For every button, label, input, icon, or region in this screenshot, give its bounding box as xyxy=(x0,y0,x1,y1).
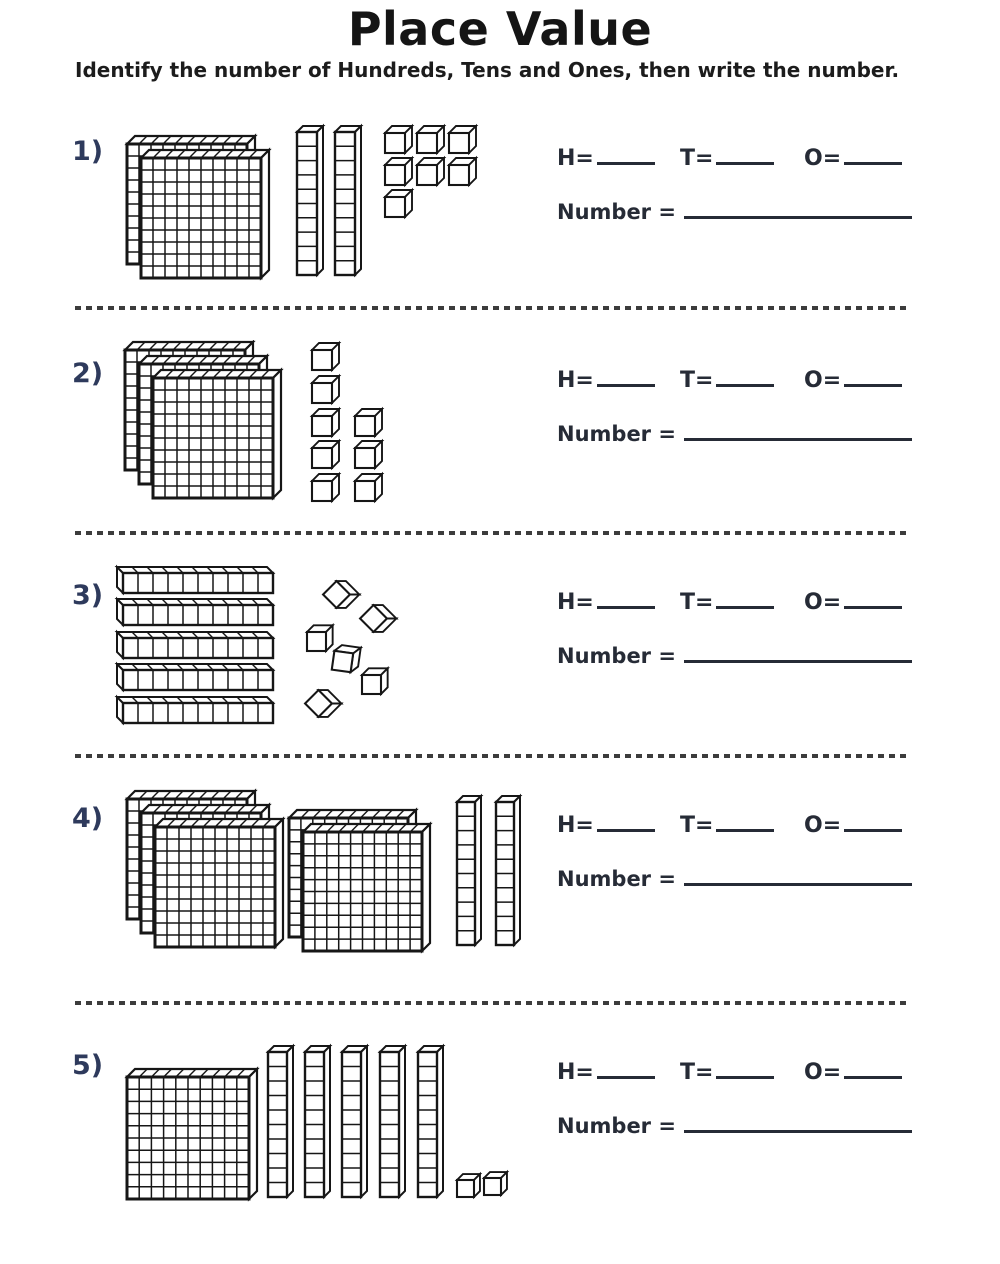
number-blank[interactable] xyxy=(684,196,912,219)
hundreds-answer-group xyxy=(557,586,655,615)
tens-answer-group xyxy=(680,1056,774,1085)
number-label: Number = xyxy=(557,200,676,224)
ones-answer-group xyxy=(804,586,902,615)
tens-blank[interactable] xyxy=(716,809,774,832)
tens-blank[interactable] xyxy=(716,142,774,165)
ones-blank[interactable] xyxy=(844,809,902,832)
tens-blank[interactable] xyxy=(716,586,774,609)
hundreds-answer-group xyxy=(557,1056,655,1085)
tens-blank[interactable] xyxy=(716,364,774,387)
ones-blank[interactable] xyxy=(844,586,902,609)
problem-number-label: 5) xyxy=(72,1050,104,1081)
instruction-text: Identify the number of Hundreds, Tens and Ones, then write the number. xyxy=(75,58,900,82)
number-blank[interactable] xyxy=(684,1110,912,1133)
hundreds-blank[interactable] xyxy=(597,809,655,832)
problem-row-1 xyxy=(0,118,1000,310)
hundreds-label: H= xyxy=(557,813,594,838)
problem-number-label: 4) xyxy=(72,803,104,834)
ones-answer-group xyxy=(804,1056,902,1085)
problem-number-label: 1) xyxy=(72,136,104,167)
hundreds-answer-group xyxy=(557,142,655,171)
number-answer-line xyxy=(557,640,912,668)
number-answer-line xyxy=(557,196,912,224)
problem-number-label: 3) xyxy=(72,580,104,611)
ones-answer-group xyxy=(804,364,902,393)
page-title: Place Value xyxy=(347,2,653,56)
hto-answer-line xyxy=(0,809,1000,839)
ones-label: O= xyxy=(804,146,842,171)
ones-label: O= xyxy=(804,813,842,838)
ones-blank[interactable] xyxy=(844,142,902,165)
hundreds-label: H= xyxy=(557,1060,594,1085)
number-blank[interactable] xyxy=(684,640,912,663)
number-blank[interactable] xyxy=(684,418,912,441)
tens-answer-group xyxy=(680,809,774,838)
problem-row-4 xyxy=(0,785,1000,977)
tens-blank[interactable] xyxy=(716,1056,774,1079)
number-blank[interactable] xyxy=(684,863,912,886)
number-label: Number = xyxy=(557,867,676,891)
number-answer-line xyxy=(557,863,912,891)
ones-blank[interactable] xyxy=(844,364,902,387)
ones-label: O= xyxy=(804,590,842,615)
number-label: Number = xyxy=(557,422,676,446)
ones-answer-group xyxy=(804,809,902,838)
number-answer-line xyxy=(557,1110,912,1138)
tens-label: T= xyxy=(680,813,714,838)
ones-answer-group xyxy=(804,142,902,171)
dashed-separator-1 xyxy=(75,306,908,310)
number-answer-line xyxy=(557,418,912,446)
hundreds-blank[interactable] xyxy=(597,586,655,609)
tens-answer-group xyxy=(680,364,774,393)
tens-label: T= xyxy=(680,146,714,171)
hundreds-label: H= xyxy=(557,590,594,615)
tens-label: T= xyxy=(680,1060,714,1085)
hundreds-blank[interactable] xyxy=(597,1056,655,1079)
dashed-separator-3 xyxy=(75,754,908,758)
tens-answer-group xyxy=(680,142,774,171)
dashed-separator-2 xyxy=(75,531,908,535)
tens-answer-group xyxy=(680,586,774,615)
tens-label: T= xyxy=(680,590,714,615)
ones-label: O= xyxy=(804,1060,842,1085)
hto-answer-line xyxy=(0,364,1000,394)
hto-answer-line xyxy=(0,1056,1000,1086)
hundreds-answer-group xyxy=(557,809,655,838)
number-label: Number = xyxy=(557,644,676,668)
number-label: Number = xyxy=(557,1114,676,1138)
problem-row-3 xyxy=(0,562,1000,754)
hto-answer-line xyxy=(0,586,1000,616)
hundreds-label: H= xyxy=(557,146,594,171)
ones-blank[interactable] xyxy=(844,1056,902,1079)
dashed-separator-4 xyxy=(75,1001,908,1005)
problem-row-5 xyxy=(0,1032,1000,1224)
hundreds-answer-group xyxy=(557,364,655,393)
ones-label: O= xyxy=(804,368,842,393)
problem-number-label: 2) xyxy=(72,358,104,389)
hundreds-label: H= xyxy=(557,368,594,393)
hto-answer-line xyxy=(0,142,1000,172)
tens-label: T= xyxy=(680,368,714,393)
hundreds-blank[interactable] xyxy=(597,364,655,387)
problem-row-2 xyxy=(0,340,1000,532)
hundreds-blank[interactable] xyxy=(597,142,655,165)
